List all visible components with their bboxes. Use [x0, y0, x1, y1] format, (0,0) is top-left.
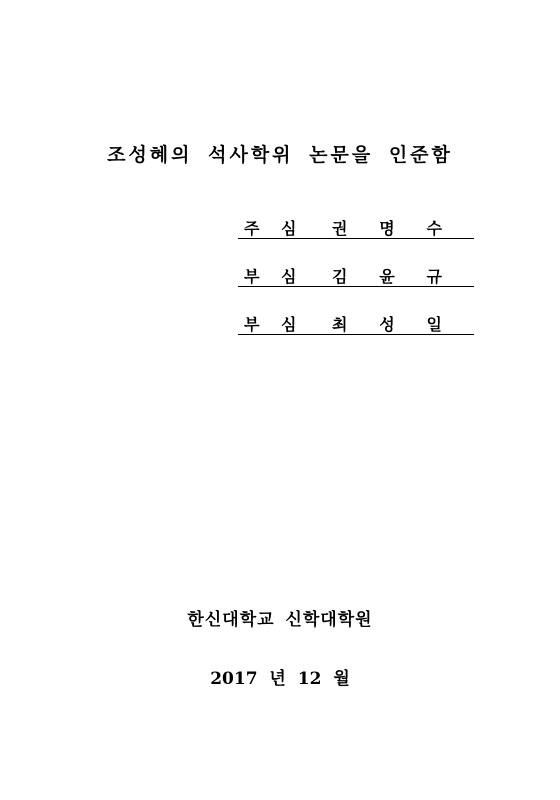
name-char: 최 [332, 315, 348, 334]
committee-row-chair [238, 214, 474, 239]
committee-name [332, 312, 442, 335]
committee-name [332, 216, 442, 239]
name-char: 수 [426, 219, 442, 238]
committee-role: 주 심 [244, 219, 305, 238]
approval-date: 2017 년 12 월 [210, 669, 350, 689]
name-char: 권 [332, 219, 348, 238]
name-char: 김 [332, 267, 348, 286]
name-char: 일 [426, 315, 442, 334]
approval-title: 조성혜의 석사학위 논문을 인준함 [107, 144, 453, 166]
committee-list [238, 214, 474, 358]
committee-row-vice-2 [238, 310, 474, 335]
institution-name: 한신대학교 신학대학원 [187, 610, 373, 630]
committee-row-vice-1 [238, 262, 474, 287]
committee-name [332, 264, 442, 287]
name-char: 명 [379, 219, 395, 238]
name-char: 성 [379, 315, 395, 334]
committee-role: 부 심 [244, 315, 305, 334]
name-char: 윤 [379, 267, 395, 286]
committee-role: 부 심 [244, 267, 305, 286]
name-char: 규 [426, 267, 442, 286]
